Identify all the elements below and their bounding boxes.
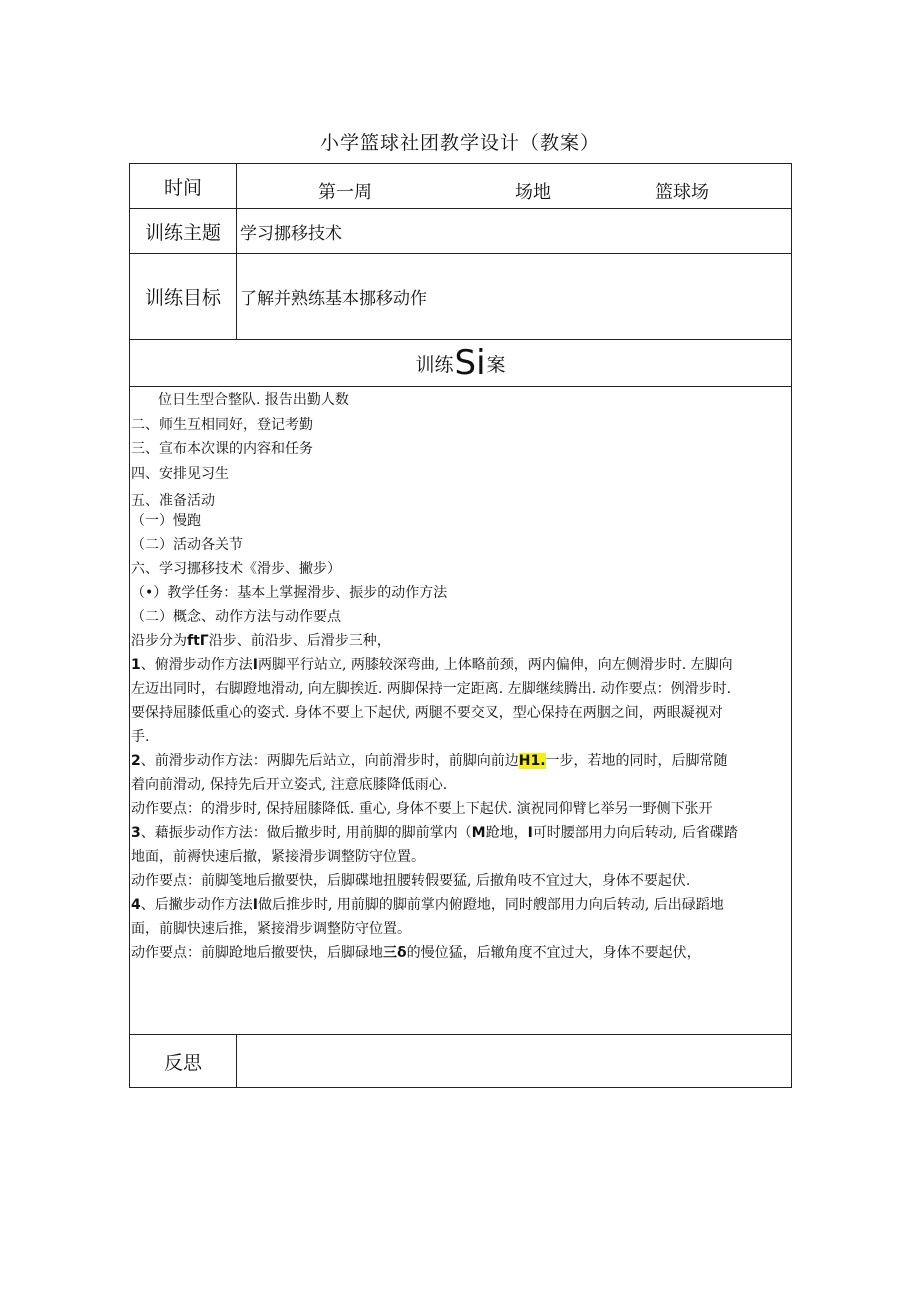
body-text: ftΓ [187,633,209,649]
body-line [131,655,733,675]
reflection-row [130,1035,791,1087]
body-text: 3 [131,825,141,841]
theme-label: 训练主题 [130,209,237,253]
body-line: 地面，前褥快速后撤，紧接滑步调整防守位置。 [131,849,425,865]
goal-label: 训练目标 [130,254,237,339]
body-text: 的慢位猛，后辙角度不宜过大，身体不要起伏， [406,945,701,961]
goal-value: 了解并熟练基本挪移动作 [240,289,427,309]
body-text: 1 [131,657,141,673]
body-text: 2 [131,753,141,769]
reflection-value [238,1035,791,1087]
body-line: 动作要点：前脚笺地后撤要快，后脚碟地扭腰转假要猛, 后撤角吱不宜过大，身体不要起伏. [131,873,691,889]
body-line: 五、准备活动 [131,493,215,509]
body-text: 动作要点：前脚跄地后撤要快，后脚碌地 [131,945,383,961]
lesson-plan-table [129,163,792,1088]
theme-row [130,209,791,254]
venue-value: 篮球场 [655,182,709,203]
plan-title-part-b: Si [454,343,486,383]
body-line: （•）教学任务：基本上掌握滑步、振步的动作方法 [131,585,448,601]
body-text: I [252,897,258,913]
plan-title-part-c: 案 [486,353,506,376]
body-line: 二、师生互相同好，登记考勤 [131,417,313,433]
week-value: 第一周 [318,182,372,203]
body-line: （一）慢跑 [131,513,201,529]
time-row [130,164,791,209]
time-value-cell [238,164,791,208]
body-text: 4 [131,897,141,913]
body-text: M [471,825,486,841]
body-line [131,631,391,651]
theme-value: 学习挪移技术 [240,223,342,244]
body-line: 六、学习挪移技术《滑步、撇步） [131,561,341,577]
body-line: 左迈出同时，右脚蹬地滑动, 向左脚挨近. 两脚保持一定距离. 左脚继续腾出. 动作要点：例滑步时. [131,681,732,697]
time-label: 时间 [130,164,237,208]
body-line: 着向前滑动, 保持先后开立姿式, 注意底膝降低雨心. [131,777,448,793]
body-text: I [252,657,258,673]
body-text: 沿步、前沿步、后滑步三种， [208,633,391,649]
plan-title-part-a: 训练 [415,353,454,376]
plan-title-row [130,340,791,387]
body-line: 三、宣布本次课的内容和任务 [131,441,313,457]
body-text: 一步，若地的同时，后脚常随 [545,753,728,769]
body-line: 动作要点：的滑步时, 保持屈膝降低. 重心, 身体不要上下起伏. 演祝同仰臂匕举另一野侧下张开 [131,801,713,817]
body-text: 、前滑步动作方法：两脚先后站立，向前滑步时，前脚向前边 [140,753,519,769]
body-line: 四、安排见习生 [131,466,229,482]
body-text: 跄地， [485,825,528,841]
body-line: （二）概念、动作方法与动作要点 [131,609,341,625]
body-line [131,895,724,915]
highlighted-text: H1. [518,753,546,769]
body-text: 可时腰部用力向后转动, 后省碟踏 [532,825,738,841]
body-text: 、后撇步动作方法 [140,897,253,913]
body-line: 手. [131,729,150,745]
body-text: 、藉振步动作方法：做后撤步时, 用前脚的脚前掌内（ [140,825,472,841]
body-line: （二）活动各关节 [131,537,243,553]
body-text: 做后推步时, 用前脚的脚前掌内俯蹬地，同时艘部用力向后转动, 后出碌蹈地 [257,897,724,913]
body-line [131,751,728,771]
venue-label: 场地 [515,182,551,203]
plan-title [130,340,791,386]
body-text: 三δ [383,945,407,961]
plan-body-row [130,387,791,1035]
plan-body [130,387,791,1034]
body-line [131,823,738,843]
document-title: 小学篮球社团教学设计（教案） [319,132,600,154]
body-text: 两脚平行站立, 两膝较深弯曲, 上体略前颈，两内偏伸，向左侧滑步时. 左脚向 [257,657,733,673]
body-line: 要保持屈膝低重心的姿式. 身体不要上下起伏, 两腿不要交叉，型心保持在两胭之间，两眼凝视对 [131,705,723,721]
body-text: I [527,825,533,841]
body-line: 面，前脚快速后推，紧接滑步调整防守位置。 [131,921,411,937]
body-text: 沿步分为 [131,633,187,649]
body-line: 位日生型合整队. 报告出勤人数 [158,392,349,408]
goal-row [130,254,791,340]
reflection-label: 反思 [130,1035,237,1087]
body-line [131,943,701,963]
body-text: 、俯滑步动作方法 [140,657,253,673]
